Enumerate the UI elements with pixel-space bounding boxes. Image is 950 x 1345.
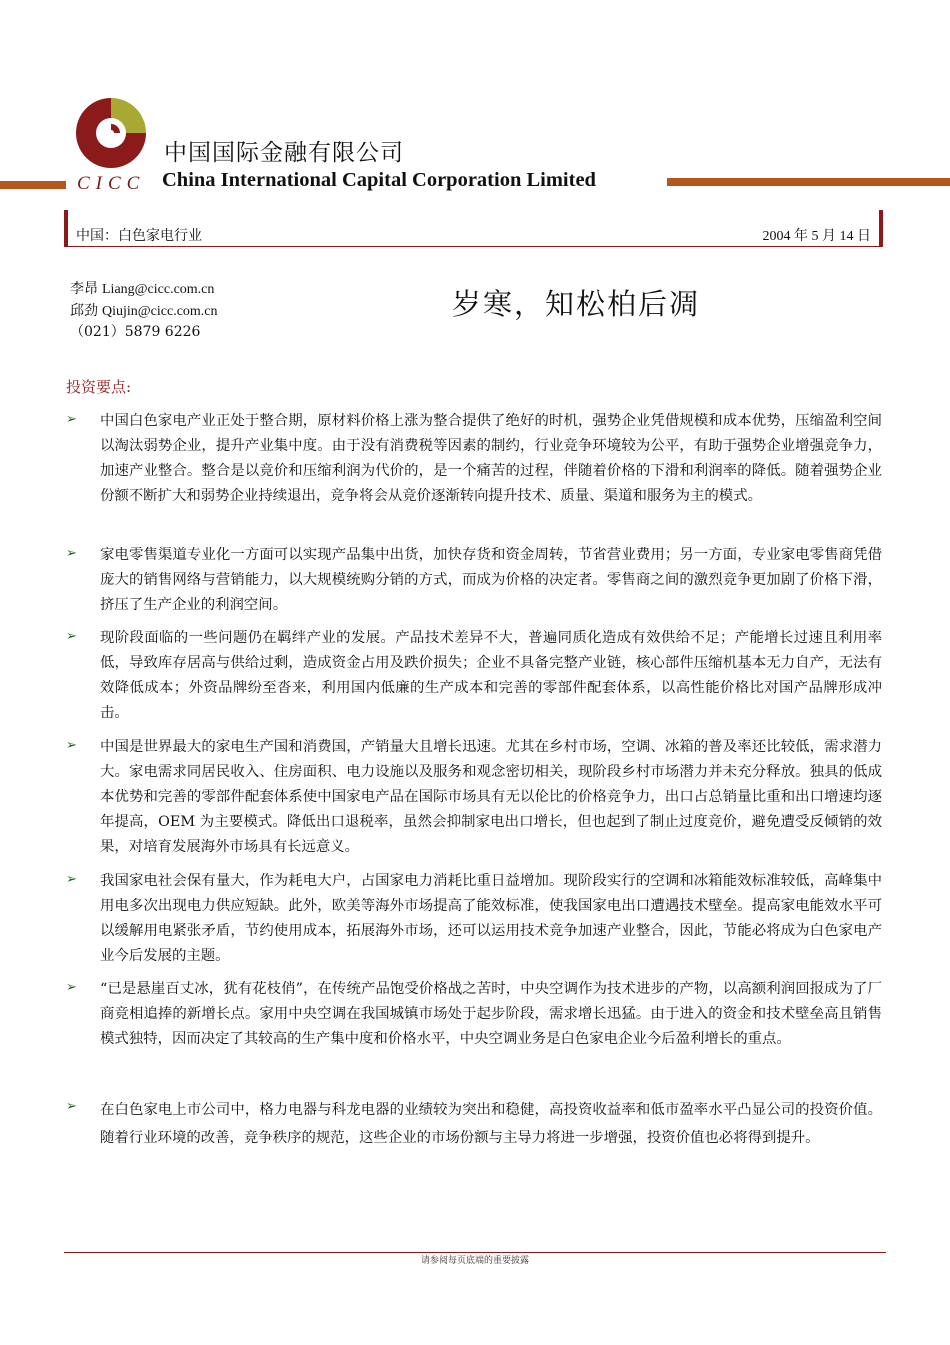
bullet-arrow-icon: ➢ xyxy=(66,1099,77,1114)
bullet-text: 我国家电社会保有量大，作为耗电大户，占国家电力消耗比重日益增加。现阶段实行的空调和冰箱能效标准较低，高峰集中用电多次出现电力供应短缺。此外，欧美等海外市场提高了能效标准，使我国家电出口遭遇技术壁垒。提高家电能效水平可以缓解用电紧张矛盾，节约使用成本，拓展海外市场，还可以运用技术竞争加速产业整合，因此，节能必将成为白色家电产业今后发展的主题。 xyxy=(100,873,882,964)
bullet-text: 中国白色家电产业正处于整合期，原材料价格上涨为整合提供了绝好的时机，强势企业凭借规模和成本优势，压缩盈利空间以淘汰弱势企业，提升产业集中度。由于没有消费税等因素的制约，行业竞争环境较为公平，有助于强势企业增强竞争力，加速产业整合。整合是以竞价和压缩利润为代价的，是一个痛苦的过程，伴随着价格的下滑和利润率的降低。随着强势企业份额不断扩大和弱势企业持续退出，竞争将会从竞价逐渐转向提升技术、质量、渠道和服务为主的模式。 xyxy=(100,413,882,504)
bullet-arrow-icon: ➢ xyxy=(66,546,77,561)
bullet-item xyxy=(66,735,882,860)
company-name-cn: 中国国际金融有限公司 xyxy=(164,140,404,166)
report-title: 岁寒，知松柏后凋 xyxy=(452,287,701,321)
bullet-item xyxy=(66,1096,882,1152)
industry-label: 中国：白色家电行业 xyxy=(76,228,202,244)
bullet-item xyxy=(66,869,882,969)
bullet-arrow-icon: ➢ xyxy=(66,738,77,753)
bullet-text: 在白色家电上市公司中，格力电器与科龙电器的业绩较为突出和稳健，高投资收益率和低市盈率水平凸显公司的投资价值。随着行业环境的改善，竞争秩序的规范，这些企业的市场份额与主导力将进一步增强，投资价值也必将得到提升。 xyxy=(100,1102,882,1146)
author-phone: （021）5879 6226 xyxy=(70,324,201,340)
strip-divider xyxy=(64,246,883,247)
report-date: 2004 年 5 月 14 日 xyxy=(762,229,871,244)
author-email[interactable]: Liang@cicc.com.cn xyxy=(102,282,215,297)
section-heading: 投资要点: xyxy=(66,378,132,396)
bullet-text: 家电零售渠道专业化一方面可以实现产品集中出货，加快存货和资金周转，节省营业费用；另一方面，专业家电零售商凭借庞大的销售网络与营销能力，以大规模统购分销的方式，而成为价格的决定者。零售商之间的激烈竞争更加剧了价格下滑，挤压了生产企业的利润空间。 xyxy=(100,547,882,613)
bullet-text: 中国是世界最大的家电生产国和消费国，产销量大且增长迅速。尤其在乡村市场，空调、冰箱的普及率还比较低，需求潜力大。家电需求同居民收入、住房面积、电力设施以及服务和观念密切相关，现阶段乡村市场潜力并未充分释放。独具的低成本优势和完善的零部件配套体系使中国家电产品在国际市场具有无以伦比的价格竞争力，出口占总销量比重和出口增速均逐年提高，OEM 为主要模式。降低出口退税率，虽然会抑制家电出口增长，但也起到了制止过度竞价，避免遭受反倾销的效果，对培育发展海外市场具有长远意义。 xyxy=(100,739,882,855)
bullet-arrow-icon: ➢ xyxy=(66,980,77,995)
author-email[interactable]: Qiujin@cicc.com.cn xyxy=(102,303,218,319)
author-row xyxy=(70,301,218,323)
bullet-item xyxy=(66,543,882,618)
bullet-item xyxy=(66,626,882,726)
bullet-item xyxy=(66,409,882,509)
author-name: 邱劲 xyxy=(70,302,98,319)
footer-disclosure-note: 请参阅每页底端的重要披露 xyxy=(420,1256,529,1266)
author-row xyxy=(70,279,218,301)
bullet-text: 现阶段面临的一些问题仍在羁绊产业的发展。产品技术差异不大，普遍同质化造成有效供给不足；产能增长过速且利用率低，导致库存居高与供给过剩，造成资金占用及跌价损失；企业不具备完整产业链，核心部件压缩机基本无力自产，无法有效降低成本；外资品牌纷至沓来，利用国内低廉的生产成本和完善的零部件配套体系，以高性能价格比对国产品牌形成冲击。 xyxy=(100,630,882,721)
header-bar-right xyxy=(667,178,950,186)
logo-text: CICC xyxy=(77,173,146,194)
cicc-logo-icon xyxy=(74,96,148,170)
author-block xyxy=(70,279,218,344)
strip-left-marker xyxy=(64,210,68,246)
strip-right-marker xyxy=(879,210,883,246)
company-name-en: China International Capital Corporation Limited xyxy=(162,169,596,191)
bullet-item xyxy=(66,977,882,1052)
bullet-arrow-icon: ➢ xyxy=(66,629,77,644)
bullet-text: “已是悬崖百丈冰，犹有花枝俏”，在传统产品饱受价格战之苦时，中央空调作为技术进步的产物，以高额利润回报成为了厂商竞相追捧的新增长点。家用中央空调在我国城镇市场处于起步阶段，需求增长迅猛。由于进入的资金和技术壁垒高且销售模式独特，因而决定了其较高的生产集中度和价格水平，中央空调业务是白色家电企业今后盈利增长的重点。 xyxy=(100,981,882,1047)
bullet-arrow-icon: ➢ xyxy=(66,872,77,887)
header-bar-left xyxy=(0,181,66,189)
bullet-arrow-icon: ➢ xyxy=(66,412,77,427)
author-name: 李昂 xyxy=(70,281,98,297)
